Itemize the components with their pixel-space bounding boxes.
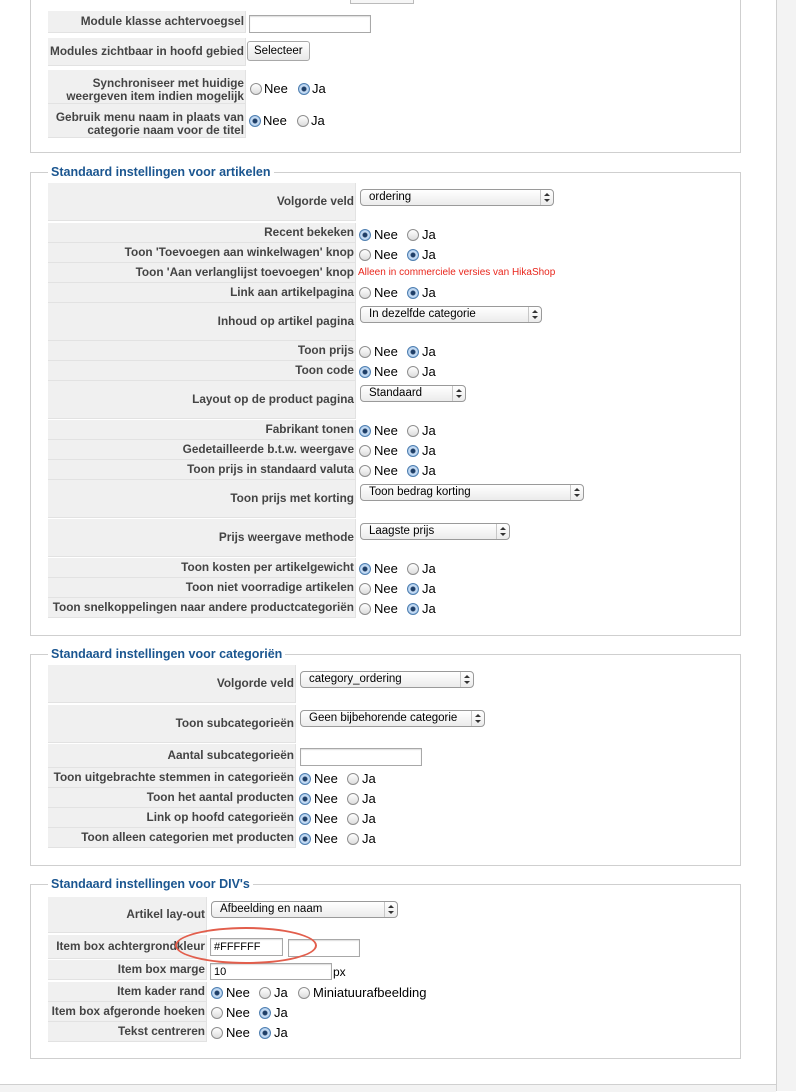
- rounded-corners-ja-text: Ja: [274, 1005, 288, 1020]
- show-code-radio-nee[interactable]: [359, 366, 371, 378]
- sync-radio-ja[interactable]: [298, 83, 310, 95]
- discount-price-label: Toon prijs met korting: [48, 480, 356, 518]
- subcategories-select[interactable]: [300, 710, 485, 727]
- only-with-products-nee-text: Nee: [314, 831, 338, 846]
- article-order-field-label: Volgorde veld: [48, 183, 356, 221]
- link-product-page-ja-text: Ja: [422, 285, 436, 300]
- category-votes-radio-nee[interactable]: [299, 773, 311, 785]
- category-shortcuts-ja-text: Ja: [422, 601, 436, 616]
- module-suffix-input[interactable]: [249, 15, 371, 33]
- subcategories-label: Toon subcategorieën: [48, 705, 296, 743]
- select-arrows-icon: [460, 672, 471, 687]
- menu-name-label-line2: categorie naam voor de titel: [87, 123, 244, 137]
- out-of-stock-radio-ja[interactable]: [407, 583, 419, 595]
- menu-name-label: [48, 104, 246, 138]
- center-text-ja-text: Ja: [274, 1025, 288, 1040]
- category-shortcuts-radio-nee[interactable]: [359, 603, 371, 615]
- add-to-cart-nee-text: Nee: [374, 247, 398, 262]
- article-order-field-value: ordering: [369, 191, 412, 203]
- item-border-thumbnail-text: Miniatuurafbeelding: [313, 985, 427, 1000]
- only-with-products-ja-text: Ja: [362, 831, 376, 846]
- num-products-nee-text: Nee: [314, 791, 338, 806]
- sync-label-line1: Synchroniseer met huidige: [92, 76, 244, 90]
- menu-name-radio-ja[interactable]: [297, 115, 309, 127]
- show-code-nee-text: Nee: [374, 364, 398, 379]
- menu-name-nee-text: Nee: [263, 113, 287, 128]
- rounded-corners-label: Item box afgeronde hoeken: [48, 1002, 207, 1022]
- sync-radio-nee[interactable]: [250, 83, 262, 95]
- show-price-nee-text: Nee: [374, 344, 398, 359]
- item-bg-color-label: Item box achtergrondkleur: [48, 935, 207, 959]
- article-content-value: In dezelfde categorie: [369, 308, 476, 320]
- add-to-cart-radio-nee[interactable]: [359, 249, 371, 261]
- select-arrows-icon: [452, 386, 463, 401]
- item-layout-select[interactable]: [211, 901, 398, 918]
- select-arrows-icon: [540, 190, 551, 205]
- add-to-cart-ja-text: Ja: [422, 247, 436, 262]
- sync-label: [48, 70, 246, 104]
- modules-visible-label: Modules zichtbaar in hoofd gebied: [48, 38, 246, 66]
- only-with-products-radio-nee[interactable]: [299, 833, 311, 845]
- article-order-field-select[interactable]: [360, 189, 554, 206]
- category-votes-nee-text: Nee: [314, 771, 338, 786]
- select-arrows-icon: [528, 307, 539, 322]
- select-arrows-icon: [384, 902, 395, 917]
- product-layout-select[interactable]: [360, 385, 466, 402]
- link-product-page-nee-text: Nee: [374, 285, 398, 300]
- default-currency-nee-text: Nee: [374, 463, 398, 478]
- link-main-category-label: Link op hoofd categorieën: [48, 808, 296, 828]
- num-products-label: Toon het aantal producten: [48, 788, 296, 808]
- item-layout-label: Artikel lay-out: [48, 897, 207, 933]
- weight-cost-radio-ja[interactable]: [407, 563, 419, 575]
- default-currency-radio-ja[interactable]: [407, 465, 419, 477]
- discount-price-value: Toon bedrag korting: [369, 486, 471, 498]
- vat-display-radio-ja[interactable]: [407, 445, 419, 457]
- categories-legend: Standaard instellingen voor categoriën: [48, 646, 285, 662]
- sync-nee-text: Nee: [264, 81, 288, 96]
- divs-legend: Standaard instellingen voor DIV's: [48, 876, 253, 892]
- manufacturer-nee-text: Nee: [374, 423, 398, 438]
- article-content-select[interactable]: [360, 306, 542, 323]
- discount-price-select[interactable]: [360, 484, 584, 501]
- item-border-nee-text: Nee: [226, 985, 250, 1000]
- out-of-stock-nee-text: Nee: [374, 581, 398, 596]
- article-content-label: Inhoud op artikel pagina: [48, 303, 356, 341]
- weight-cost-nee-text: Nee: [374, 561, 398, 576]
- recently-viewed-radio-ja[interactable]: [407, 229, 419, 241]
- num-products-ja-text: Ja: [362, 791, 376, 806]
- item-margin-input[interactable]: 10: [210, 963, 332, 980]
- num-subcategories-label: Aantal subcategorieën: [48, 744, 296, 768]
- right-frame-edge: [776, 0, 796, 1091]
- weight-cost-ja-text: Ja: [422, 561, 436, 576]
- item-border-radio-ja[interactable]: [259, 987, 271, 999]
- menu-name-ja-text: Ja: [311, 113, 325, 128]
- item-margin-unit: px: [333, 965, 346, 979]
- price-method-label: Prijs weergave methode: [48, 519, 356, 557]
- sync-ja-text: Ja: [312, 81, 326, 96]
- recently-viewed-radio-nee[interactable]: [359, 229, 371, 241]
- link-main-category-nee-text: Nee: [314, 811, 338, 826]
- item-border-ja-text: Ja: [274, 985, 288, 1000]
- vat-display-radio-nee[interactable]: [359, 445, 371, 457]
- category-votes-label: Toon uitgebrachte stemmen in categorieën: [48, 768, 296, 788]
- select-arrows-icon: [471, 711, 482, 726]
- category-shortcuts-nee-text: Nee: [374, 601, 398, 616]
- item-bg-color-input[interactable]: #FFFFFF: [210, 938, 283, 956]
- product-layout-label: Layout op de product pagina: [48, 381, 356, 419]
- num-subcategories-input[interactable]: [300, 748, 422, 766]
- num-products-radio-ja[interactable]: [347, 793, 359, 805]
- link-product-page-radio-nee[interactable]: [359, 287, 371, 299]
- out-of-stock-radio-nee[interactable]: [359, 583, 371, 595]
- vat-display-ja-text: Ja: [422, 443, 436, 458]
- link-main-category-ja-text: Ja: [362, 811, 376, 826]
- rounded-corners-radio-nee[interactable]: [211, 1007, 223, 1019]
- out-of-stock-label: Toon niet voorradige artikelen: [48, 578, 356, 598]
- vat-display-nee-text: Nee: [374, 443, 398, 458]
- weight-cost-label: Toon kosten per artikelgewicht: [48, 558, 356, 578]
- show-price-radio-nee[interactable]: [359, 346, 371, 358]
- subcategories-value: Geen bijbehorende categorie: [309, 712, 458, 724]
- rounded-corners-nee-text: Nee: [226, 1005, 250, 1020]
- show-price-label: Toon prijs: [48, 341, 356, 361]
- item-border-label: Item kader rand: [48, 982, 207, 1002]
- item-margin-label: Item box marge: [48, 960, 207, 980]
- category-shortcuts-label: Toon snelkoppelingen naar andere productcategoriën: [48, 598, 356, 618]
- link-main-category-radio-nee[interactable]: [299, 813, 311, 825]
- default-currency-ja-text: Ja: [422, 463, 436, 478]
- show-price-ja-text: Ja: [422, 344, 436, 359]
- highlight-annotation-ellipse: [175, 927, 317, 964]
- default-currency-label: Toon prijs in standaard valuta: [48, 460, 356, 480]
- select-modules-button[interactable]: Selecteer: [247, 41, 310, 61]
- show-code-ja-text: Ja: [422, 364, 436, 379]
- center-text-label: Tekst centreren: [48, 1022, 207, 1042]
- only-with-products-label: Toon alleen categorien met producten: [48, 828, 296, 848]
- default-currency-radio-nee[interactable]: [359, 465, 371, 477]
- category-votes-ja-text: Ja: [362, 771, 376, 786]
- module-suffix-label: Module klasse achtervoegsel: [48, 11, 246, 33]
- vat-display-label: Gedetailleerde b.t.w. weergave: [48, 440, 356, 460]
- show-code-radio-ja[interactable]: [407, 366, 419, 378]
- manufacturer-ja-text: Ja: [422, 423, 436, 438]
- add-to-cart-radio-ja[interactable]: [407, 249, 419, 261]
- price-method-select[interactable]: [360, 523, 510, 540]
- center-text-radio-ja[interactable]: [259, 1027, 271, 1039]
- category-order-field-label: Volgorde veld: [48, 665, 296, 703]
- category-order-field-value: category_ordering: [309, 673, 402, 685]
- manufacturer-radio-nee[interactable]: [359, 425, 371, 437]
- out-of-stock-ja-text: Ja: [422, 581, 436, 596]
- sync-label-line2: weergeven item indien mogelijk: [66, 89, 244, 103]
- link-product-page-label: Link aan artikelpagina: [48, 283, 356, 303]
- select-arrows-icon: [570, 485, 581, 500]
- category-order-field-select[interactable]: [300, 671, 474, 688]
- item-layout-value: Afbeelding en naam: [220, 903, 323, 915]
- wishlist-label: Toon 'Aan verlanglijst toevoegen' knop: [48, 263, 356, 283]
- recently-viewed-label: Recent bekeken: [48, 223, 356, 243]
- weight-cost-radio-nee[interactable]: [359, 563, 371, 575]
- select-arrows-icon: [496, 524, 507, 539]
- link-product-page-radio-ja[interactable]: [407, 287, 419, 299]
- item-border-radio-thumbnail[interactable]: [298, 987, 310, 999]
- recently-viewed-nee-text: Nee: [374, 227, 398, 242]
- item-border-radio-nee[interactable]: [211, 987, 223, 999]
- show-code-label: Toon code: [48, 361, 356, 381]
- price-method-value: Laagste prijs: [369, 525, 435, 537]
- recently-viewed-ja-text: Ja: [422, 227, 436, 242]
- category-votes-radio-ja[interactable]: [347, 773, 359, 785]
- wishlist-commercial-note: Alleen in commerciele versies van HikaShop: [358, 267, 556, 278]
- center-text-radio-nee[interactable]: [211, 1027, 223, 1039]
- center-text-nee-text: Nee: [226, 1025, 250, 1040]
- link-main-category-radio-ja[interactable]: [347, 813, 359, 825]
- manufacturer-label: Fabrikant tonen: [48, 420, 356, 440]
- articles-legend: Standaard instellingen voor artikelen: [48, 164, 274, 180]
- menu-name-label-line1: Gebruik menu naam in plaats van: [55, 110, 244, 124]
- show-price-radio-ja[interactable]: [407, 346, 419, 358]
- category-shortcuts-radio-ja[interactable]: [407, 603, 419, 615]
- only-with-products-radio-ja[interactable]: [347, 833, 359, 845]
- product-layout-value: Standaard: [369, 387, 423, 399]
- menu-name-radio-nee[interactable]: [249, 115, 261, 127]
- num-products-radio-nee[interactable]: [299, 793, 311, 805]
- manufacturer-radio-ja[interactable]: [407, 425, 419, 437]
- rounded-corners-radio-ja[interactable]: [259, 1007, 271, 1019]
- add-to-cart-label: Toon 'Toevoegen aan winkelwagen' knop: [48, 243, 356, 263]
